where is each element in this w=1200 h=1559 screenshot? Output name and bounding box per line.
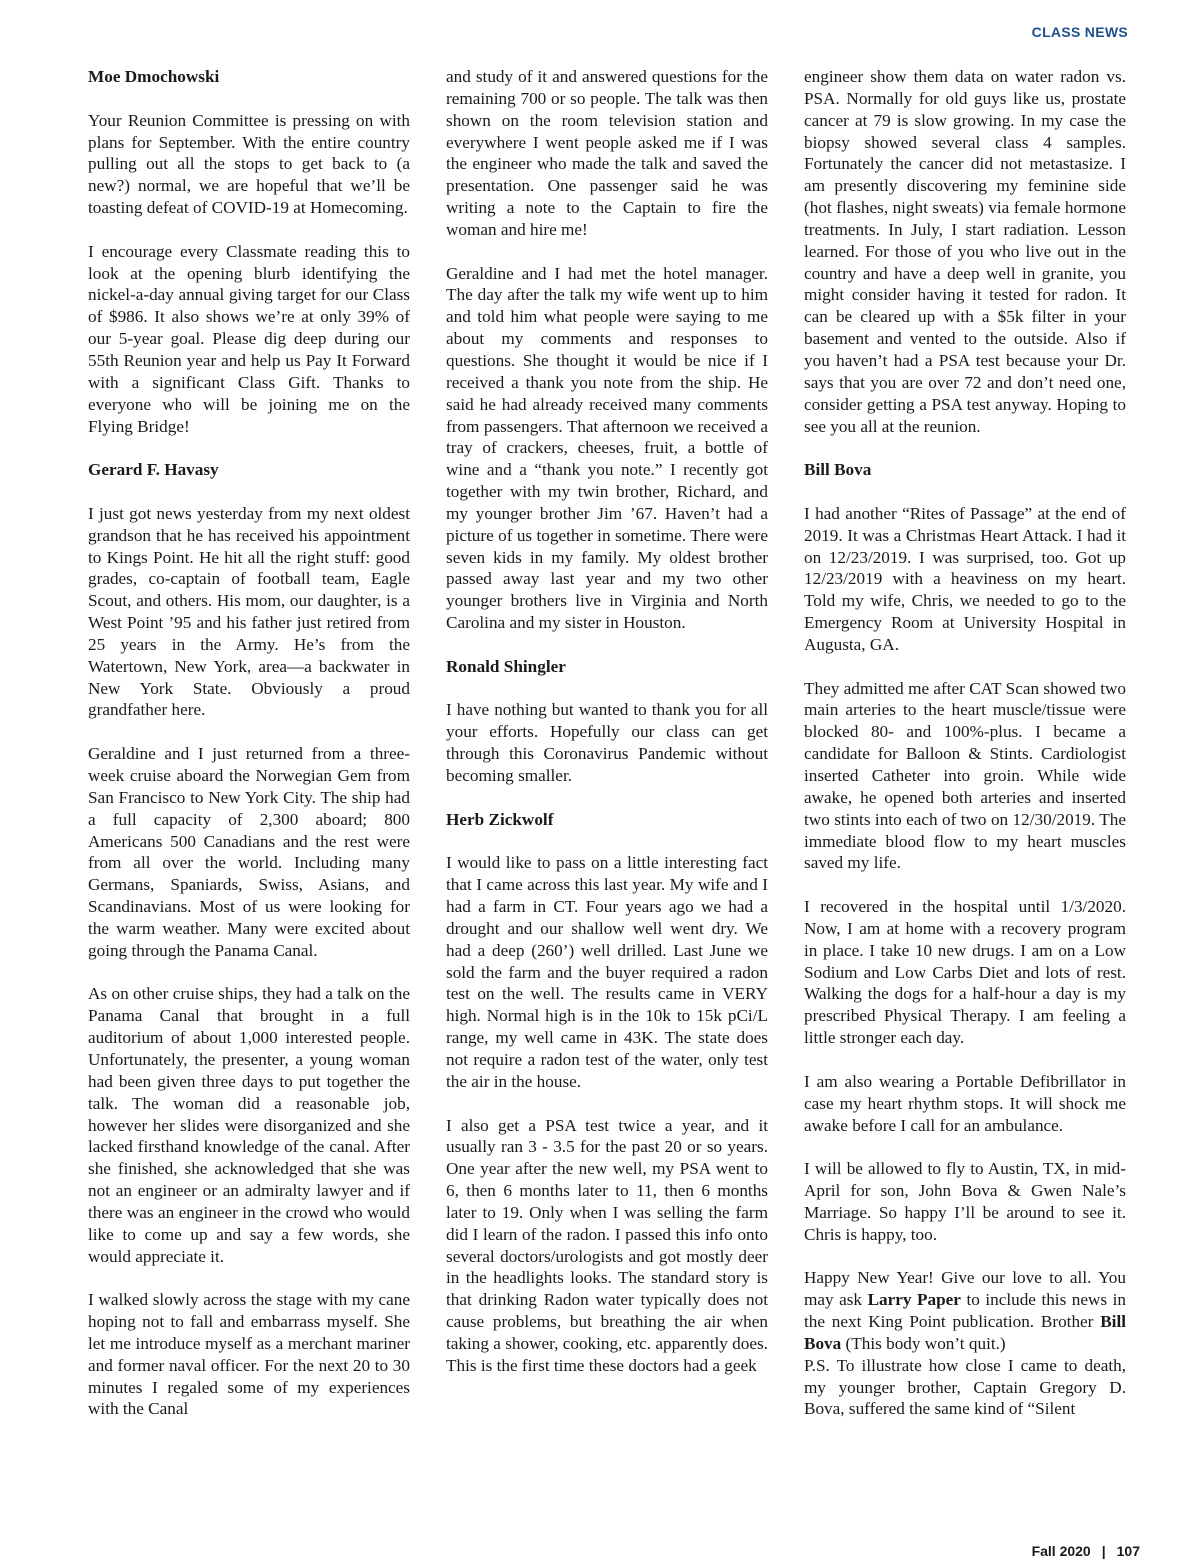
text-run: (This body won’t quit.) <box>845 1333 1006 1353</box>
paragraph: I encourage every Classmate reading this to look at the opening blurb identifying the nickel-a-day annual giving target for our Class of $986. It also shows we’re at only 39% of our 5-year goal. Please dig deep during our 55th Reunion year and help us Pay It Forward with a significant Class Gift. Thanks to everyone who will be joining me on the Flying Bridge! <box>88 241 410 436</box>
paragraph: I walked slowly across the stage with my cane hoping not to fall and embarrass myself. She let me introduce myself as a merchant mariner and former naval officer. For the next 20 to 30 minutes I regaled some of my experiences with the Canal <box>88 1290 410 1419</box>
paragraph: Geraldine and I just returned from a three-week cruise aboard the Norwegian Gem from San Francisco to New York City. The ship had a full capacity of 2,300 aboard; 800 Americans 500 Canadians and the rest were from all over the world. Including many Germans, Spaniards, Swiss, Asians, and Scandinavians. Most of us were looking for the warm weather. Many were excited about going through the Panama Canal. <box>88 744 410 960</box>
paragraph: Geraldine and I had met the hotel manager. The day after the talk my wife went up to him and told him what people were saying to me about my comments and responses to questions. She thought it would be nice if I received a thank you note from the ship. He said he had already received many comments from passengers. That afternoon we received a tray of crackers, cheeses, fruit, a bottle of wine and a “thank you note.” I recently got together with my twin brother, Richard, and my younger brother Jim ’67. Haven’t had a picture of us together in sometime. There were seven kids in my family. My oldest brother passed away last year and my two other younger brothers live in Virginia and North Carolina and my sister in Houston. <box>446 263 768 633</box>
paragraph: I am also wearing a Portable Defibrillator in case my heart rhythm stops. It will shock me awake before I call for an ambulance. <box>804 1071 1126 1135</box>
column-2 <box>446 66 768 1377</box>
column-3 <box>804 66 1126 1420</box>
paragraph: engineer show them data on water radon vs. PSA. Normally for old guys like us, prostate cancer at 79 is slow growing. In my case the biopsy showed several class 4 samples. Fortunately the cancer did not metastasize. I am presently discovering my feminine side (hot flashes, night sweats) via female hormone treatments. In July, I start radiation. Lesson learned. For those of you who live out in the country and have a deep well in granite, you might consider having it tested for radon. It can be cleared up with a $5k filter in your basement and vented to the outside. Also if you haven’t had a PSA test because your Dr. says that you are over 72 and don’t need one, consider getting a PSA test anyway. Hoping to see you all at the reunion. <box>804 67 1126 436</box>
paragraph: I will be allowed to fly to Austin, TX, in mid-April for son, John Bova & Gwen Nale’s Marriage. So happy I’ll be around to see it. Chris is happy, too. <box>804 1159 1126 1244</box>
paragraph: and study of it and answered questions for the remaining 700 or so people. The talk was then shown on the room television station and everywhere I went people asked me if I was the engineer who made the talk and saved the presentation. One passenger said he was writing a note to the Captain to fire the woman and hire me! <box>446 67 768 239</box>
bold-name-larry-paper: Larry Paper <box>867 1290 961 1310</box>
paragraph: I recovered in the hospital until 1/3/2020. Now, I am at home with a recovery program in place. I take 10 new drugs. I am on a Low Sodium and Low Carbs Diet and lots of rest. Walking the dogs for a half-hour a day is my prescribed Physical Therapy. I am feeling a little stronger each day. <box>804 897 1126 1048</box>
paragraph: They admitted me after CAT Scan showed two main arteries to the heart muscle/tissue were blocked 80- and 100%-plus. I became a candidate for Balloon & Stints. Cardiologist inserted Catheter into groin. While wide awake, he opened both arteries and inserted two stints into each of two on 12/30/2019. The immediate blood flow to my heart muscles saved my life. <box>804 678 1126 873</box>
text-run: to include this news in the next King Point publication. Brother <box>804 1290 1127 1332</box>
paragraph: I had another “Rites of Passage” at the end of 2019. It was a Christmas Heart Attack. I had it on 12/23/2019. I was surprised, too. Got up 12/23/2019 with a heaviness on my heart. Told my wife, Chris, we needed to go to the Emergency Room at University Hospital in Augusta, GA. <box>804 503 1126 654</box>
issue-label: Fall 2020 <box>1031 1543 1091 1559</box>
column-1 <box>88 66 410 1420</box>
section-header: CLASS NEWS <box>1031 24 1128 40</box>
paragraph-closing <box>804 1267 1126 1354</box>
paragraph: I have nothing but wanted to thank you for all your efforts. Hopefully our class can get through this Coronavirus Pandemic without becoming smaller. <box>446 700 768 785</box>
bold-name-bill-bova: Bill Bova <box>804 1312 1127 1353</box>
paragraph: I just got news yesterday from my next oldest grandson that he has received his appointment to Kings Point. He hit all the right stuff: good grades, co-captain of football team, Eagle Scout, and others. His mom, our daughter, is a West Point ’95 and his father just retired from 25 years in the Army. He’s from the Watertown, New York, area—a backwater in New York State. Obviously a proud grandfather here. <box>88 503 410 720</box>
author-heading-gerard: Gerard F. Havasy <box>88 460 219 480</box>
author-heading-bill: Bill Bova <box>804 460 872 480</box>
paragraph: I also get a PSA test twice a year, and it usually ran 3 - 3.5 for the past 20 or so years. One year after the new well, my PSA went to 6, then 6 months later to 11, then 6 months later to 19. Only when I was selling the farm did I learn of the radon. I passed this info onto several doctors/urologists and got mostly deer in the headlights looks. The standard story is that drinking Radon water typically does not cause problems, but breathing the air when taking a shower, cooking, etc. apparently does. This is the first time these doctors had a geek <box>446 1115 768 1375</box>
page-footer <box>1032 1543 1140 1559</box>
footer-separator: | <box>1101 1543 1106 1559</box>
page-number: 107 <box>1116 1543 1140 1559</box>
paragraph: Your Reunion Committee is pressing on with plans for September. With the entire country pulling out all the stops to get back to (a new?) normal, we are hopeful that we’ll be toasting defeat of COVID-19 at Homecoming. <box>88 110 410 218</box>
author-heading-ronald: Ronald Shingler <box>446 656 566 676</box>
paragraph: As on other cruise ships, they had a talk on the Panama Canal that brought in a full auditorium of about 1,000 interested people. Unfortunately, the presenter, a young woman had been given three days to put together the talk. The woman did a reasonable job, however her slides were disorganized and she lacked firsthand knowledge of the canal. After she finished, she acknowledged that she was not an engineer or an admiralty lawyer and if there was an engineer in the crowd who would like to come up and say a few words, she would appreciate it. <box>88 984 410 1266</box>
author-heading-moe: Moe Dmochowski <box>88 67 220 86</box>
text-run: Happy New Year! Give our love to all. You may ask <box>804 1268 1126 1310</box>
author-heading-herb: Herb Zickwolf <box>446 809 554 829</box>
paragraph-postscript: P.S. To illustrate how close I came to death, my younger brother, Captain Gregory D. Bova, suffered the same kind of “Silent <box>804 1355 1126 1419</box>
paragraph: I would like to pass on a little interesting fact that I came across this last year. My wife and I had a farm in CT. Four years ago we had a drought and our shallow well went dry. We had a deep (260’) well drilled. Last June we sold the farm and the buyer required a radon test on the well. The results came in VERY high. Normal high is in the 10k to 15k pCi/L range, my well came in 43K. The state does not require a radon test of the water, only test the air in the house. <box>446 853 768 1091</box>
